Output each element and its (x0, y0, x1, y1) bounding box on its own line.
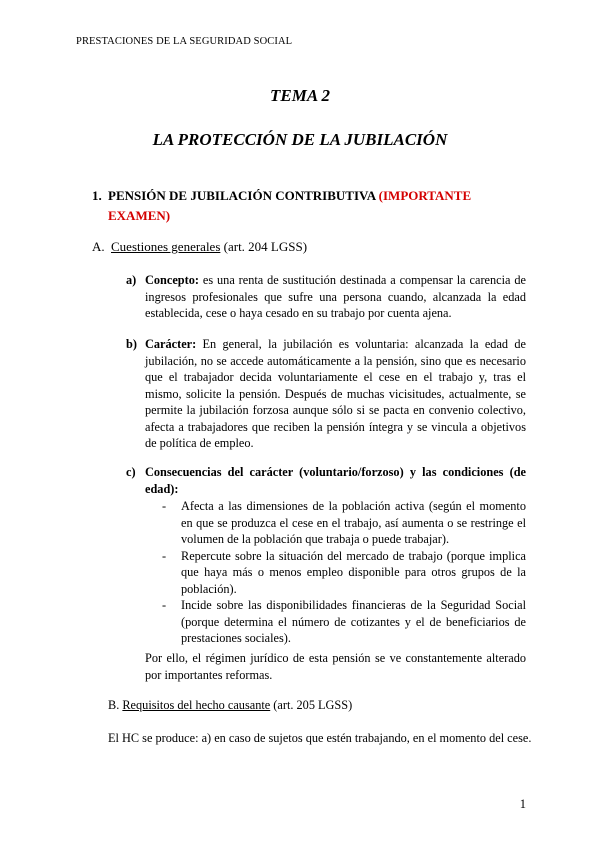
subsection-a-ref: (art. 204 LGSS) (220, 239, 308, 254)
running-header: PRESTACIONES DE LA SEGURIDAD SOCIAL (76, 36, 293, 47)
page-number: 1 (519, 797, 526, 811)
item-b-body (145, 336, 526, 452)
section-1-highlight: (IMPORTANTE EXAMEN) (108, 188, 472, 223)
item-b-caracter (126, 336, 526, 452)
subsection-b-label: B. (108, 698, 120, 712)
subsection-b-ref: (art. 205 LGSS) (270, 698, 353, 712)
item-b-term: Carácter: (145, 337, 197, 351)
conclusion-paragraph: Por ello, el régimen jurídico de esta pensión se ve constantemente alterado por importantes reformas. (145, 651, 526, 682)
list-item-text: Afecta a las dimensiones de la población activa (según el momento en que se produzca el cese en el trabajo, así aumenta o se restringe el volumen de la población que trabaja o puede trabajar). (181, 499, 526, 546)
item-c-consecuencias (126, 464, 526, 497)
section-1-number: 1. (92, 188, 102, 203)
list-item-text: Incide sobre las disponibilidades financieras de la Seguridad Social (porque determina el número de cotizantes y el de beneficiarios de prestaciones sociales). (181, 598, 526, 645)
section-1-title: PENSIÓN DE JUBILACIÓN CONTRIBUTIVA (108, 188, 376, 203)
list-item (160, 498, 526, 548)
consequences-list (160, 498, 526, 647)
list-item (160, 548, 526, 598)
item-b-text: En general, la jubilación es voluntaria: alcanzada la edad de jubilación, no se accede automáticamente a la pensión, sino que es necesario que el trabajador decida voluntariamente el cese en el trabajo y, tras el mismo, solicite la pensión. Después de muchas vicisitudes, actualmente, se permite la jubilación forzosa aunque sólo si se pacta en convenio colectivo, afecta a trabajadores que reciben la pensión íntegra y se vincula a objetivos de política de empleo. (145, 337, 526, 450)
subsection-a-label: A. (92, 239, 105, 254)
item-c-body (145, 464, 526, 497)
subsection-a-heading (92, 239, 307, 255)
bullet-dash: - (162, 548, 167, 563)
hecho-causante-paragraph: El HC se produce: a) en caso de sujetos que estén trabajando, en el momento del cese. (108, 731, 532, 745)
item-a-marker: a) (126, 273, 137, 287)
bullet-dash: - (162, 598, 167, 612)
item-a-text: es una renta de sustitución destinada a compensar la carencia de ingresos profesionales que sufre una persona cuando, alcanzada la edad establecida, cese o haya cesado en su trabajo por cuenta ajena. (145, 273, 526, 320)
item-c-marker: c) (126, 465, 136, 479)
bullet-dash: - (162, 499, 167, 513)
list-item (160, 597, 526, 647)
item-b-marker: b) (126, 337, 137, 351)
item-c-term: Consecuencias del carácter (voluntario/forzoso) y las condiciones (de edad): (145, 465, 526, 496)
subsection-b-title: Requisitos del hecho causante (122, 698, 271, 712)
page-title: LA PROTECCIÓN DE LA JUBILACIÓN (152, 130, 448, 149)
topic-number: TEMA 2 (270, 86, 330, 105)
subsection-a-title: Cuestiones generales (111, 239, 221, 254)
item-a-concepto (126, 272, 526, 322)
subsection-b-heading (108, 697, 528, 714)
item-a-term: Concepto: (145, 273, 199, 287)
list-item-text: Repercute sobre la situación del mercado de trabajo (porque implica que haya más o menos empleo disponible para otros grupos de la población). (181, 548, 526, 596)
section-1-title-wrap (108, 186, 512, 226)
item-a-body (145, 272, 526, 322)
section-1-heading (92, 186, 512, 226)
